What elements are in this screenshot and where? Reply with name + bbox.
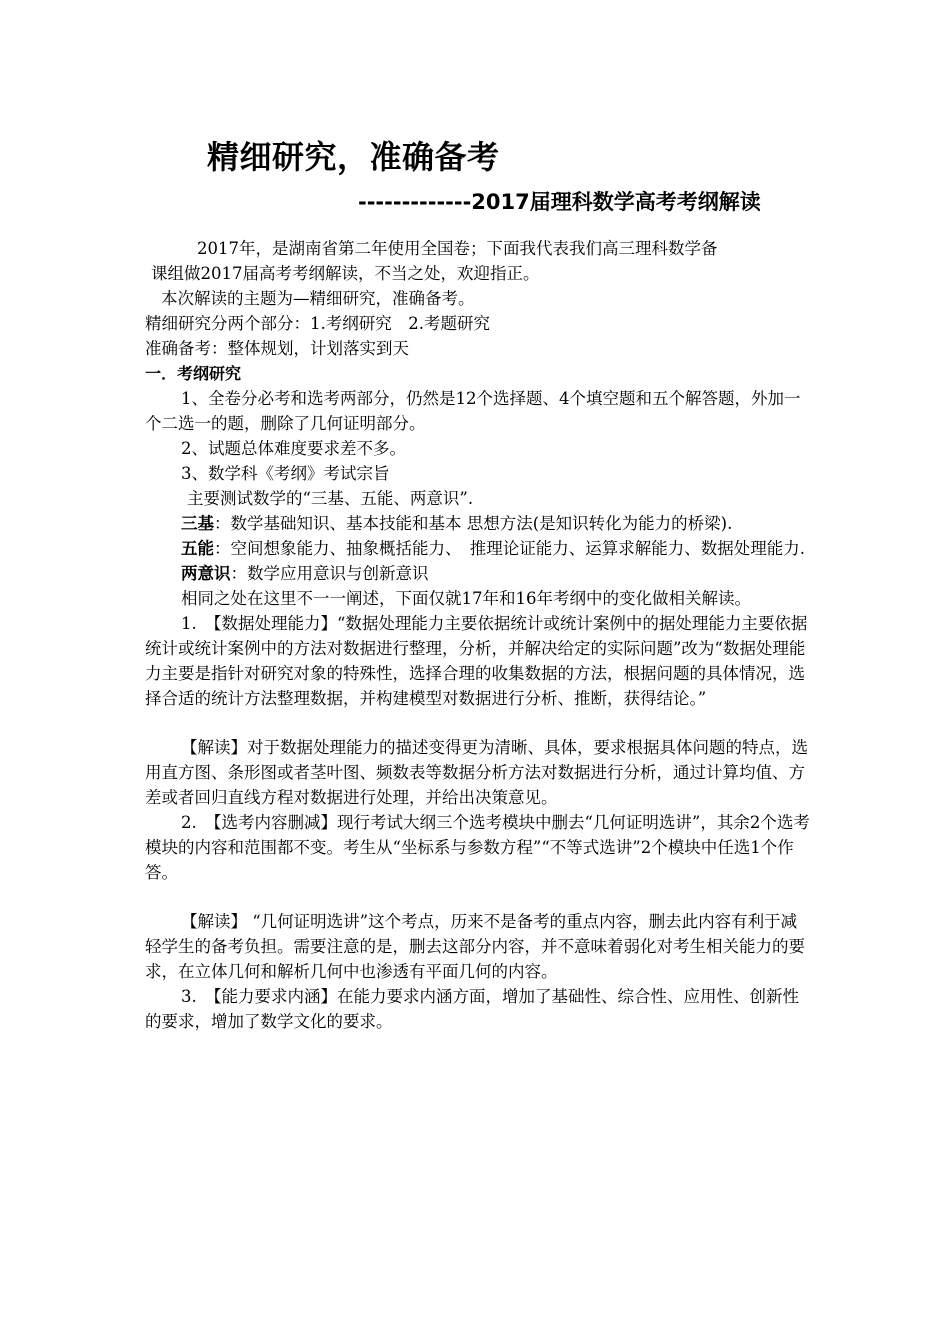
section1-heading: 一．考纲研究 (145, 364, 242, 383)
change-2: 2. 【选考内容删减】现行考试大纲三个选考模块中删去“几何证明选讲”，其余2个选考模块的内容和范围都不变。考生从“坐标系与参数方程”“不等式选讲”2个模块中任选1个作答。 (145, 813, 810, 882)
change-1-reading: 【解读】对于数据处理能力的描述变得更为清晰、具体，要求根据具体问题的特点，选用直方图、条形图或者茎叶图、频数表等数据分析方法对数据进行分析，通过计算均值、方差或者回归直线方程对数据进行处理，并给出决策意见。 (145, 738, 808, 807)
document-body (145, 236, 810, 1034)
change-3: 3. 【能力要求内涵】在能力要求内涵方面，增加了基础性、综合性、应用性、创新性的要求，增加了数学文化的要求。 (145, 987, 799, 1031)
liangyishi-paragraph (145, 561, 810, 586)
liangyishi-label: 两意识 (181, 564, 231, 583)
intro-preparation: 准确备考：整体规划，计划落实到天 (145, 339, 409, 358)
item-1: 1、全卷分必考和选考两部分，仍然是12个选择题、4个填空题和五个解答题，外加一个二选一的题，删除了几何证明部分。 (145, 389, 801, 433)
intro-paragraph-line1: 2017年，是湖南省第二年使用全国卷；下面我代表我们高三理科数学备 (197, 239, 718, 258)
wuneng-label: 五能 (181, 539, 214, 558)
change-1: 1. 【数据处理能力】“数据处理能力主要依据统计或统计案例中的据处理能力主要依据统计或统计案例中的方法对数据进行整理，分析，并解决给定的实际问题”改为“数据处理能力主要是指针对研究对象的特殊性，选择合理的收集数据的方法，根据问题的具体情况，选择合适的统计方法整理数据，并构建模型对数据进行分析、推断，获得结论。” (145, 614, 808, 708)
change-2-reading: 【解读】 “几何证明选讲”这个考点，历来不是备考的重点内容，删去此内容有利于减轻学生的备考负担。需要注意的是，删去这部分内容，并不意味着弱化对考生相关能力的要求，在立体几何和解析几何中也渗透有平面几何的内容。 (145, 912, 805, 981)
intro-theme: 本次解读的主题为—精细研究，准确备考。 (161, 289, 475, 308)
spacer (145, 711, 810, 735)
sanji-paragraph (145, 511, 810, 536)
document-subtitle: -------------2017届理科数学高考考纲解读 (358, 190, 761, 214)
compare-intro: 相同之处在这里不一一阐述，下面仅就17年和16年考纲中的变化做相关解读。 (181, 589, 751, 608)
sanji-text: ：数学基础知识、基本技能和基本 思想方法(是知识转化为能力的桥梁). (214, 514, 733, 533)
wuneng-paragraph (145, 536, 810, 561)
wuneng-text: ：空间想象能力、抽象概括能力、 推理论证能力、运算求解能力、数据处理能力. (214, 539, 805, 558)
document-title: 精细研究，准确备考 (207, 138, 500, 176)
sanji-label: 三基 (181, 514, 214, 533)
item-2: 2、试题总体难度要求差不多。 (181, 439, 406, 458)
item-3-subtext: 主要测试数学的“三基、五能、两意识”. (187, 489, 474, 508)
liangyishi-text: ：数学应用意识与创新意识 (230, 564, 429, 583)
spacer (145, 885, 810, 909)
intro-paragraph-line2: 课组做2017届高考考纲解读，不当之处，欢迎指正。 (151, 264, 540, 283)
item-3: 3、数学科《考纲》考试宗旨 (181, 464, 390, 483)
intro-research-parts: 精细研究分两个部分：1.考纲研究 2.考题研究 (145, 314, 490, 333)
